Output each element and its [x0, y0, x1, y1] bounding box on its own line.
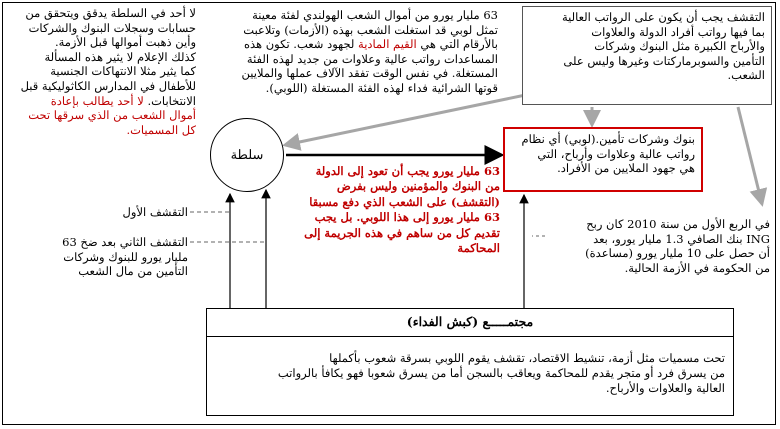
- text-line: في الربع الأول من سنة 2010 كان ربح: [586, 217, 770, 231]
- text-line: قوتها الشرائية فداء لهذه الفئة المستغلة (اللوبي).: [265, 80, 498, 95]
- text-line: كذلك الإعلام لا يثير هذه المسألة: [44, 49, 196, 64]
- text-line: كل المسميات.: [126, 122, 196, 137]
- note-line: التأمين والسوبرماركتات وغيرها وليس على: [563, 53, 765, 68]
- text-line: وأين ذهبت أموالها قبل الأزمة.: [54, 35, 196, 50]
- society-description-box: [206, 336, 734, 416]
- text-line: مليار يورو للبنوك وشركات: [63, 249, 188, 264]
- demand-line: (التقشف) على الشعب الذي دفع مسبقا: [309, 194, 500, 209]
- text-line: 63 مليار يورو من أموال الشعب الهولندي لفئة معينة: [252, 8, 498, 22]
- text-line: كما يثير مثلا الانتهاكات الجنسية: [50, 64, 196, 79]
- middle-top-text: [208, 8, 498, 96]
- society-line: العالية والعلاوات والأرباح.: [605, 381, 725, 395]
- left-top-text: [6, 6, 196, 137]
- note-line: والأرباح الكبيرة مثل البنوك وشركات: [594, 39, 765, 54]
- text-line: لا أحد في السلطة يدقق ويتحقق من: [25, 6, 196, 20]
- gray-arrow-to-ing-note: [738, 107, 762, 204]
- demand-line: من البنوك والمؤمنين وليس بفرض: [336, 179, 500, 194]
- text-line: أن حصل على 10 مليار يورو (مساعدة): [585, 246, 770, 261]
- text-line: المستغلة. في نفس الوقت تفقد الآلاف عملها والملايين: [241, 66, 498, 81]
- text-line: بالأرقام التي هي القيم المادية لجهود شعب. تكون هذه: [243, 37, 498, 52]
- center-demand-text: [286, 164, 500, 256]
- society-title: مجتمـــــع (كبش الفداء): [406, 314, 534, 329]
- text-line: من الحكومة في الأزمة الحالية.: [624, 260, 770, 275]
- society-box: [206, 308, 734, 336]
- lobby-box: [503, 127, 703, 192]
- note-line: التقشف يجب أن يكون على الرواتب العالية: [561, 10, 765, 24]
- gray-arrow-to-authority: [285, 92, 540, 145]
- authority-label: سلطة: [230, 147, 264, 163]
- lobby-line: رواتب عالية وعلاوات وأرباح، التي: [537, 146, 695, 161]
- text-line: الانتخابات. لا أحد يطالب بإعادة: [50, 93, 196, 108]
- text-line: التقشف الثاني بعد ضخ 63: [62, 235, 188, 249]
- second-austerity-label: [10, 235, 188, 279]
- demand-line: المحاكمة: [457, 241, 500, 256]
- society-line: تحت مسميات مثل أزمة، تنشيط الاقتصاد، تقشف يقوم اللوبي بسرقة شعوب بأكملها: [329, 351, 725, 365]
- lobby-line: بنوك وشركات تأمين.(لوبي) أي نظام: [521, 132, 695, 146]
- top-right-note-box: [522, 6, 772, 105]
- text-line: التأمين من مال الشعب: [78, 264, 188, 279]
- note-line: بما فيها رواتب أفراد الدولة والعلاوات: [591, 24, 765, 39]
- text-line: للأطفال في المدارس الكاثوليكية قبل: [20, 78, 196, 93]
- text-line: حسابات وسجلات البنوك والشركات: [28, 20, 196, 35]
- authority-circle: [210, 118, 284, 192]
- demand-line: 63 مليار يورو يجب أن تعود إلى الدولة: [315, 164, 500, 178]
- text-line: ING بنك الصافي 1.3 مليار يورو، بعد: [593, 231, 770, 246]
- text-line: تمثل لوبي قد استغلت الشعب بهذه (الأزمات) وتلاعبت: [243, 22, 498, 37]
- first-austerity-label: التقشف الأول: [122, 205, 188, 219]
- demand-line: تقديم كل من ساهم في هذه الجريمة إلى: [304, 225, 500, 240]
- society-line: من يسرق فرد أو متجر يقدم للمحاكمة ويعاقب بالسجن أما من يسرق شعوبا فهو يكافأ بالرواتب: [277, 366, 725, 380]
- note-line: الشعب.: [727, 68, 765, 83]
- demand-line: 63 مليار يورو إلى هذا اللوبي. بل يجب: [314, 210, 500, 225]
- text-line: المساعدات رواتب عالية وعلاوات من جديد لهذه الفئة: [246, 51, 498, 66]
- text-line: أموال الشعب من الذي سرقها تحت: [28, 108, 196, 123]
- lobby-line: هي جهود الملايين من الأفراد.: [557, 161, 695, 176]
- ing-profit-note: [548, 217, 770, 275]
